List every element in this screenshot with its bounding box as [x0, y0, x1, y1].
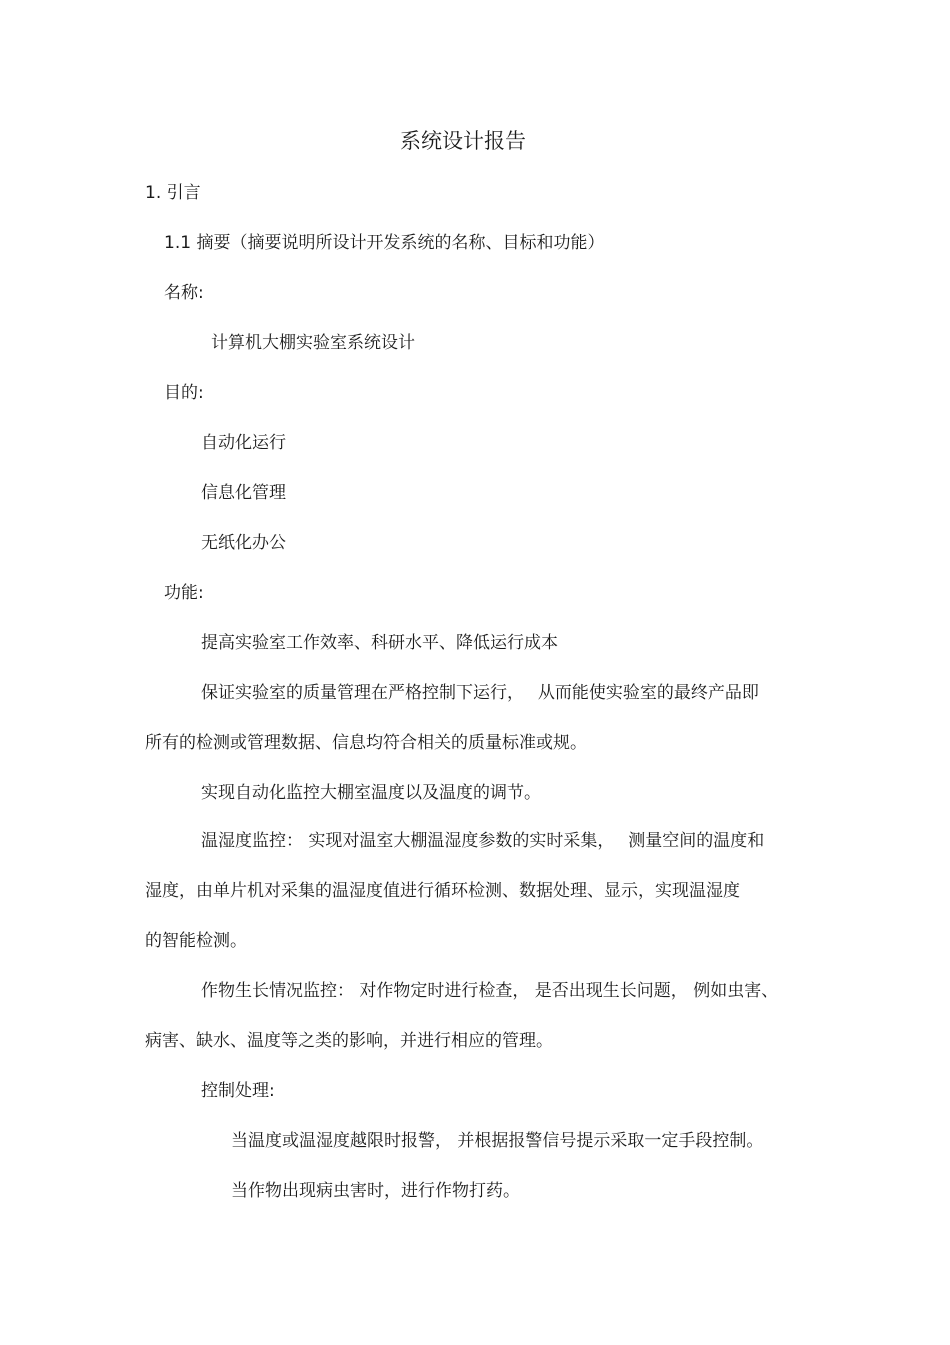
control-item: 当温度或温湿度越限时报警， 并根据报警信号提示采取一定手段控制。 [231, 1131, 764, 1151]
function-paragraph: 提高实验室工作效率、科研水平、降低运行成本 [201, 633, 558, 653]
purpose-label: 目的: [164, 383, 204, 403]
name-value: 计算机大棚实验室系统设计 [211, 333, 415, 353]
name-label: 名称: [164, 283, 204, 303]
function-paragraph: 实现自动化监控大棚室温度以及温度的调节。 [201, 783, 541, 803]
function-paragraph-continued: 湿度，由单片机对采集的温湿度值进行循环检测、数据处理、显示，实现温湿度 [145, 881, 740, 901]
function-label: 功能: [164, 583, 204, 603]
purpose-item: 信息化管理 [201, 483, 286, 503]
function-paragraph-continued: 的智能检测。 [145, 931, 247, 951]
purpose-item: 无纸化办公 [201, 533, 286, 553]
function-paragraph: 温湿度监控： 实现对温室大棚温湿度参数的实时采集， 测量空间的温度和 [201, 831, 765, 851]
function-paragraph: 作物生长情况监控： 对作物定时进行检查， 是否出现生长问题， 例如虫害、 [201, 981, 779, 1001]
function-paragraph-continued: 病害、缺水、温度等之类的影响，并进行相应的管理。 [145, 1031, 553, 1051]
purpose-item: 自动化运行 [201, 433, 286, 453]
function-paragraph-continued: 所有的检测或管理数据、信息均符合相关的质量标准或规。 [145, 733, 587, 753]
control-label: 控制处理: [201, 1081, 275, 1101]
document-title: 系统设计报告 [400, 129, 526, 153]
section-heading-intro: 1. 引言 [145, 183, 201, 203]
control-item: 当作物出现病虫害时，进行作物打药。 [231, 1181, 520, 1201]
function-paragraph: 保证实验室的质量管理在严格控制下运行， 从而能使实验室的最终产品即 [201, 683, 759, 703]
subsection-heading-abstract: 1.1 摘要（摘要说明所设计开发系统的名称、目标和功能） [164, 233, 605, 253]
